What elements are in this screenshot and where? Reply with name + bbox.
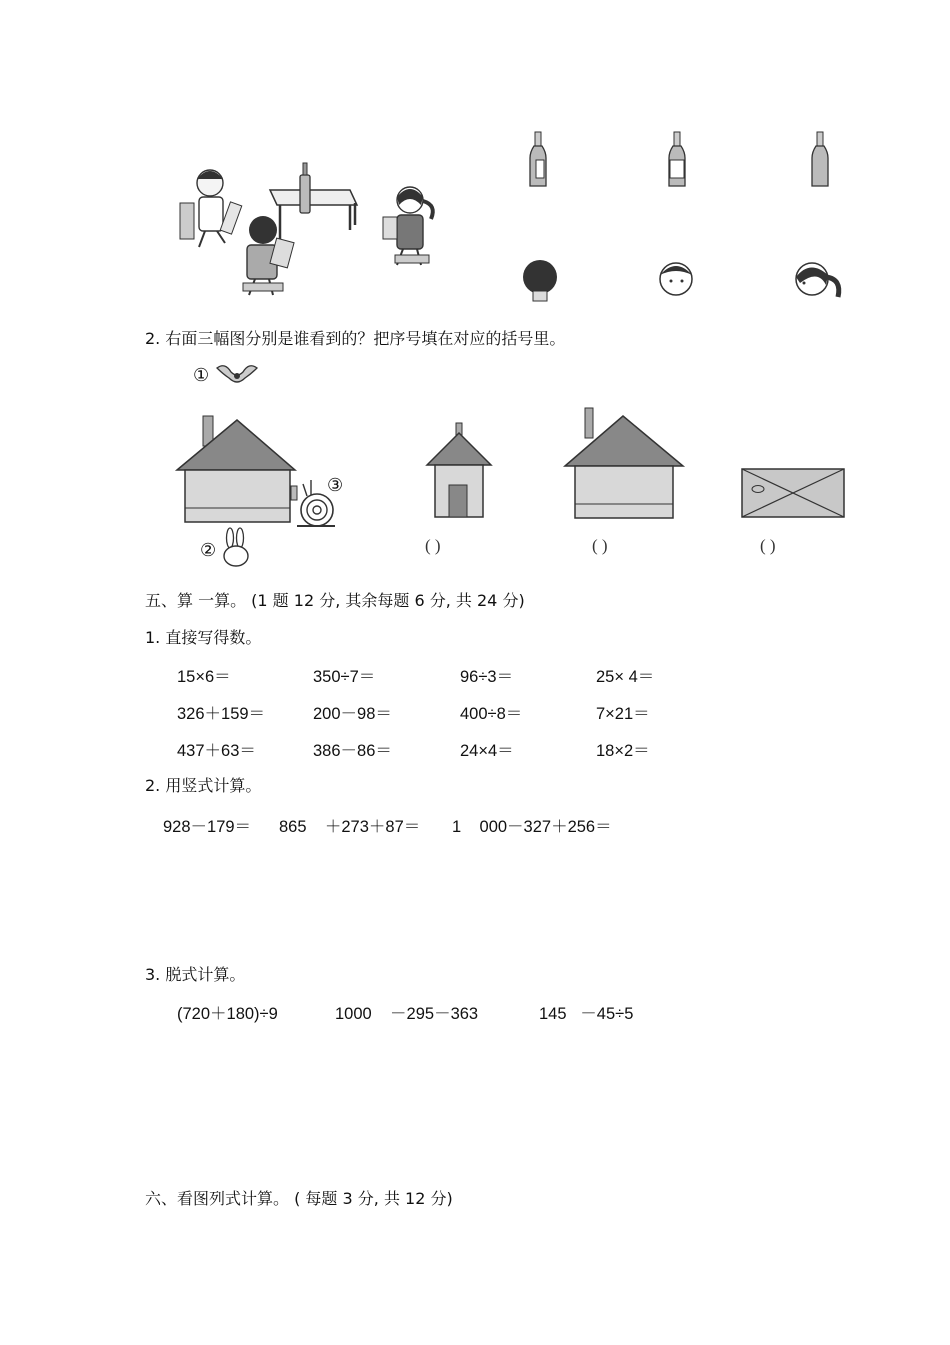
view-option-2 [563,408,685,520]
expr-r2-c1: 326＋159＝ [177,705,266,723]
girl-back-head-icon [517,257,563,303]
girl-side-head-icon [790,255,846,303]
view-option-1 [425,423,493,519]
bottle-view-1 [528,132,548,188]
expr-r3-c4: 18×2＝ [596,742,650,760]
question-2-text: 2. 右面三幅图分别是谁看到的？把序号填在对应的括号里。 [145,329,566,348]
q3-label: 3. 脱式计算。 [145,965,246,984]
q1-label: 1. 直接写得数。 [145,628,262,647]
expr-r2-c3: 400÷8＝ [460,705,523,723]
expr-r1-c3: 96÷3＝ [460,668,514,686]
vertical-calc-2: 865 ＋273＋87＝ [279,818,421,836]
expr-r3-c1: 437＋63＝ [177,742,256,760]
expr-r1-c1: 15×6＝ [177,668,231,686]
answer-blank-2[interactable]: ( ) [592,536,608,555]
stepwise-calc-3: 145 －45÷5 [539,1005,634,1023]
expr-r1-c4: 25× 4＝ [596,668,655,686]
answer-blank-1[interactable]: ( ) [425,536,441,555]
bottle-view-2 [667,132,687,188]
expr-r3-c2: 386－86＝ [313,742,392,760]
expr-r3-c3: 24×4＝ [460,742,514,760]
view-option-3 [740,467,846,519]
section-6-title: 六、看图列式计算。 ( 每题 3 分, 共 12 分) [145,1189,453,1208]
bottle-view-3 [810,132,830,188]
stepwise-calc-1: (720＋180)÷9 [177,1005,278,1023]
snail-label: ③ [327,475,344,496]
house-scene [175,412,300,527]
expr-r1-c2: 350÷7＝ [313,668,376,686]
section-5-title: 五、算 一算。 (1 题 12 分, 其余每题 6 分, 共 24 分) [145,591,525,610]
rabbit-label: ② [200,540,217,561]
vertical-calc-1: 928－179＝ [163,818,252,836]
rabbit-icon [220,528,252,568]
boy-head-icon [655,257,697,301]
bird-label: ① [193,365,210,386]
expr-r2-c4: 7×21＝ [596,705,650,723]
children-table-illustration [185,155,455,305]
expr-r2-c2: 200－98＝ [313,705,392,723]
answer-blank-3[interactable]: ( ) [760,536,776,555]
stepwise-calc-2: 1000 －295－363 [335,1005,479,1023]
bird-icon [215,362,259,388]
vertical-calc-3: 1 000－327＋256＝ [452,818,612,836]
q2-label: 2. 用竖式计算。 [145,776,262,795]
